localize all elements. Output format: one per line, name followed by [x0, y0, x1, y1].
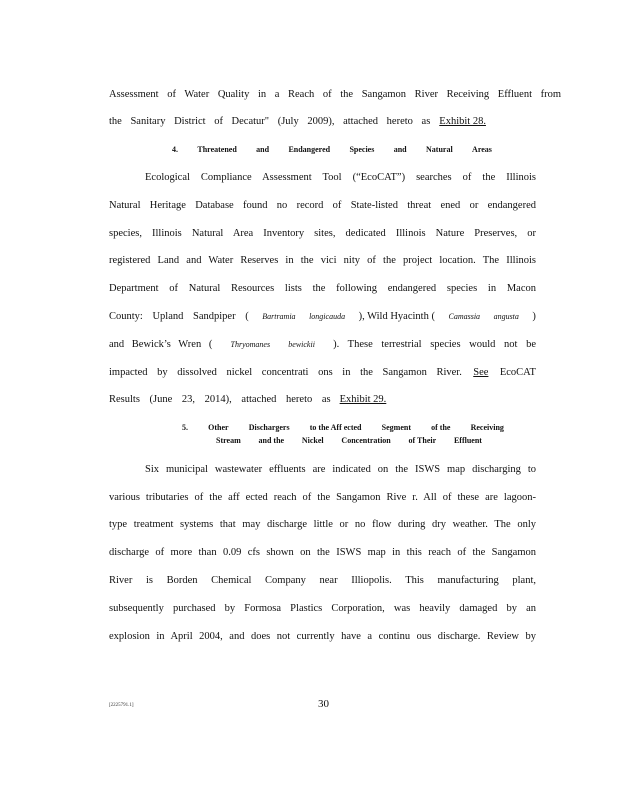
line-text: Six municipal wastewater effluents are indicated on the ISWS map discharging to — [145, 464, 536, 475]
heading-word: and — [256, 145, 270, 154]
line-text: various tributaries of the aff ected reach of the Sangamon Rive r. All of these are lagoon- — [109, 492, 536, 503]
heading-word: 4. — [172, 145, 178, 154]
text-line-7 — [109, 282, 536, 296]
line-text: registered Land and Water Reserves in the vici nity of the project location. The Illinois — [109, 255, 536, 266]
line-text: type treatment systems that may discharge little or no flow during dry weather. The only — [109, 519, 536, 530]
heading-word: Nickel — [301, 436, 324, 445]
species-name: bewickii — [288, 340, 315, 349]
line-text: discharge of more than 0.09 cfs shown on the ISWS map in this reach of the Sangamon — [109, 547, 536, 558]
exhibit-28-link[interactable]: Exhibit 28. — [439, 116, 486, 127]
heading-word: Endangered — [288, 145, 331, 154]
species-name: longicauda — [309, 312, 346, 321]
text-line-3 — [145, 171, 536, 185]
line-text: Department of Natural Resources lists the following endangered species in Macon — [109, 283, 536, 294]
line-text: explosion in April 2004, and does not currently have a continu ous discharge. Review by — [109, 631, 536, 642]
text-line-16 — [109, 574, 536, 588]
line-text: River is Borden Chemical Company near Illiopolis. This manufacturing plant, — [109, 575, 536, 586]
line-text: subsequently purchased by Formosa Plastics Corporation, was heavily damaged by an — [109, 603, 536, 614]
line-text: Results (June 23, 2014), attached hereto as — [109, 394, 331, 405]
heading-word: Threatened — [197, 145, 237, 154]
text-line-12 — [145, 463, 536, 477]
species-name: Bartramia — [262, 312, 296, 321]
line-text: and Bewick’s Wren ( — [109, 339, 213, 350]
text-line-13 — [109, 491, 536, 505]
heading-word: of Their — [408, 436, 437, 445]
text-line-5 — [109, 227, 536, 241]
line-text: Ecological Compliance Assessment Tool (“EcoCAT”) searches of the Illinois — [145, 172, 536, 183]
line-text: ). These terrestrial species would not be — [333, 339, 536, 350]
line-text: impacted by dissolved nickel concentrati ons in the Sangamon River. — [109, 367, 462, 378]
text-line-15 — [109, 546, 536, 560]
heading-word: Stream — [216, 436, 241, 445]
species-name: Thryomanes — [230, 340, 271, 349]
text-line-9 — [109, 338, 536, 352]
heading-word: 5. — [182, 423, 188, 432]
text-line-1 — [109, 88, 562, 102]
exhibit-29-link[interactable]: Exhibit 29. — [339, 394, 387, 405]
heading-word: Areas — [472, 145, 492, 154]
text-line-14 — [109, 518, 536, 532]
species-name: Camassia — [448, 312, 481, 321]
text-line-4 — [109, 199, 536, 213]
heading-word: Dischargers — [248, 423, 290, 432]
heading-word: Other — [208, 423, 229, 432]
line-text: County: Upland Sandpiper ( — [109, 311, 249, 322]
line-text: Natural Heritage Database found no record of State-listed threat ened or endangered — [109, 200, 536, 211]
heading-word: Receiving — [470, 423, 504, 432]
heading-word: Effluent — [453, 436, 482, 445]
line-text: ) — [532, 311, 536, 322]
text-line-10 — [109, 366, 536, 380]
heading-word: to the Aff ected — [309, 423, 362, 432]
heading-word: and the — [258, 436, 285, 445]
line-text: ), Wild Hyacinth ( — [358, 311, 435, 322]
page-number: 30 — [318, 698, 329, 710]
heading-word: Concentration — [341, 436, 391, 445]
heading-word: and — [393, 145, 407, 154]
species-name: angusta — [493, 312, 519, 321]
text-line-2 — [109, 115, 536, 129]
line-text: Assessment of Water Quality in a Reach of the Sangamon River Receiving Effluent from — [109, 89, 562, 100]
heading-word: of the — [431, 423, 451, 432]
heading-word: Segment — [381, 423, 411, 432]
heading-word: Natural — [426, 145, 453, 154]
see-link[interactable]: See — [473, 367, 489, 378]
heading-word: Species — [349, 145, 375, 154]
line-text: species, Illinois Natural Area Inventory sites, dedicated Illinois Nature Preserves, or — [109, 228, 536, 239]
text-line-8 — [109, 310, 536, 324]
text-line-6 — [109, 254, 536, 268]
line-text: EcoCAT — [499, 367, 536, 378]
text-line-17 — [109, 602, 536, 616]
document-id: [2225791.1] — [109, 703, 134, 708]
text-line-18 — [109, 630, 536, 644]
section-4-heading — [172, 145, 492, 155]
section-5-heading-line-1 — [182, 423, 504, 433]
section-5-heading-line-2 — [216, 436, 482, 446]
text-line-11 — [109, 393, 536, 407]
line-text: the Sanitary District of Decatur" (July 2009), attached hereto as — [109, 116, 431, 127]
